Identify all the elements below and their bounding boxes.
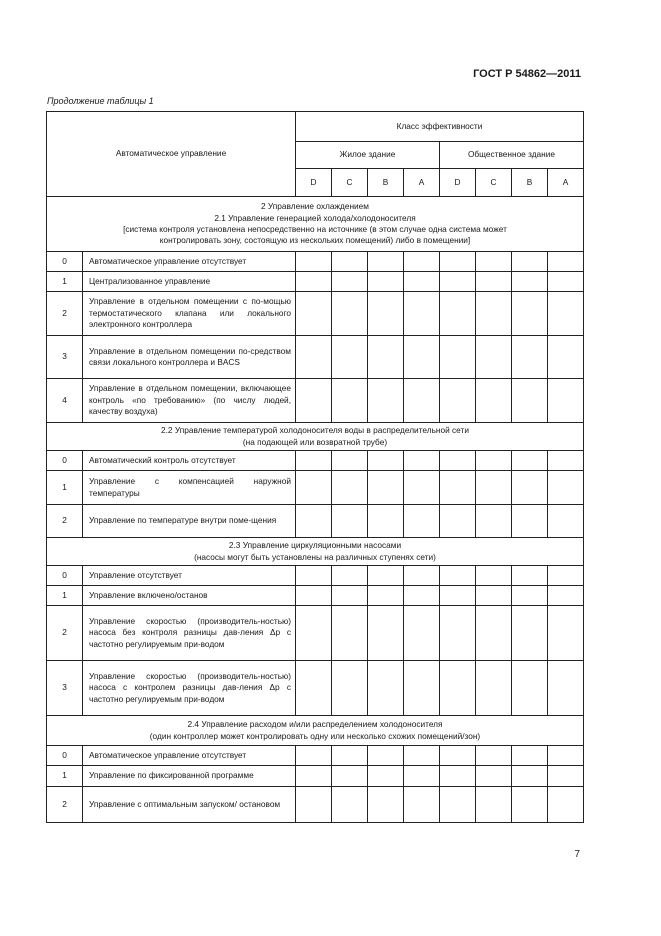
class-cell bbox=[476, 566, 512, 586]
section-title-line: 2 Управление охлаждением bbox=[260, 201, 369, 212]
section-title bbox=[47, 716, 584, 746]
class-cell bbox=[548, 292, 584, 336]
row-number: 0 bbox=[47, 252, 83, 272]
class-cell bbox=[404, 586, 440, 606]
class-cell bbox=[404, 336, 440, 379]
class-cell bbox=[440, 471, 476, 505]
class-cell bbox=[296, 661, 332, 716]
class-cell bbox=[440, 586, 476, 606]
row-number: 2 bbox=[47, 787, 83, 823]
class-cell bbox=[368, 746, 404, 766]
class-cell bbox=[296, 471, 332, 505]
class-cell bbox=[548, 787, 584, 823]
table-row bbox=[47, 471, 584, 505]
row-description: Управление включено/останов bbox=[83, 586, 296, 606]
section-title-line: (на подающей или возвратной трубе) bbox=[242, 436, 388, 447]
row-description: Управление в отдельном помещении по-средством связи локального контроллера и BACS bbox=[83, 336, 296, 379]
page-number: 7 bbox=[574, 849, 580, 860]
class-cell bbox=[296, 252, 332, 272]
section-title bbox=[47, 423, 584, 451]
class-cell bbox=[440, 451, 476, 471]
class-cell bbox=[332, 471, 368, 505]
table-row bbox=[47, 505, 584, 538]
row-description: Управление скоростью (производитель-ностью) насоса с контролем разницы дав-ления Δp с частотно регулируемым при-водом bbox=[83, 661, 296, 716]
section-title-line: 2.4 Управление расходом и/или распределением холодоносителя bbox=[187, 719, 443, 730]
class-header-cell: D bbox=[440, 169, 476, 197]
section-title-line: 2.3 Управление циркуляционными насосами bbox=[228, 540, 402, 551]
row-number: 2 bbox=[47, 606, 83, 661]
class-cell bbox=[476, 272, 512, 292]
class-cell bbox=[404, 766, 440, 787]
class-cell bbox=[332, 661, 368, 716]
class-cell bbox=[296, 586, 332, 606]
class-cell bbox=[368, 766, 404, 787]
section-title-line: 2.2 Управление температурой холодоносителя воды в распределительной сети bbox=[161, 425, 469, 436]
row-number: 1 bbox=[47, 766, 83, 787]
class-cell bbox=[512, 505, 548, 538]
class-cell bbox=[512, 451, 548, 471]
row-number: 2 bbox=[47, 505, 83, 538]
class-cell bbox=[440, 787, 476, 823]
class-cell bbox=[512, 336, 548, 379]
class-cell bbox=[296, 336, 332, 379]
class-cell bbox=[548, 606, 584, 661]
standard-designation: ГОСТ Р 54862—2011 bbox=[473, 68, 581, 80]
table-row bbox=[47, 661, 584, 716]
table-row bbox=[47, 746, 584, 766]
class-cell bbox=[476, 766, 512, 787]
class-cell bbox=[548, 586, 584, 606]
section-title-line: (один контроллер может контролировать одну или несколько схожих помещений/зон) bbox=[149, 730, 481, 741]
class-cell bbox=[332, 292, 368, 336]
class-cell bbox=[368, 292, 404, 336]
class-cell bbox=[440, 766, 476, 787]
class-cell bbox=[476, 505, 512, 538]
class-cell bbox=[440, 336, 476, 379]
class-cell bbox=[332, 746, 368, 766]
section-header-row bbox=[47, 716, 584, 746]
section-title-line: 2.1 Управление генерацией холода/холодоносителя bbox=[214, 212, 416, 223]
row-description: Автоматическое управление отсутствует bbox=[83, 746, 296, 766]
class-cell bbox=[332, 787, 368, 823]
class-header-cell: D bbox=[296, 169, 332, 197]
class-cell bbox=[332, 586, 368, 606]
class-cell bbox=[440, 272, 476, 292]
class-header-cell: C bbox=[476, 169, 512, 197]
class-cell bbox=[368, 336, 404, 379]
row-description: Централизованное управление bbox=[83, 272, 296, 292]
class-cell bbox=[476, 336, 512, 379]
class-cell bbox=[548, 505, 584, 538]
class-cell bbox=[296, 766, 332, 787]
row-number: 4 bbox=[47, 379, 83, 423]
class-cell bbox=[548, 272, 584, 292]
efficiency-table bbox=[46, 111, 584, 823]
class-cell bbox=[476, 787, 512, 823]
class-cell bbox=[476, 661, 512, 716]
row-description: Автоматический контроль отсутствует bbox=[83, 451, 296, 471]
class-cell bbox=[440, 292, 476, 336]
header-residential: Жилое здание bbox=[296, 142, 440, 169]
row-number: 3 bbox=[47, 661, 83, 716]
class-cell bbox=[440, 606, 476, 661]
class-header-cell: C bbox=[332, 169, 368, 197]
table-row bbox=[47, 606, 584, 661]
class-cell bbox=[548, 661, 584, 716]
class-cell bbox=[440, 661, 476, 716]
table-row bbox=[47, 272, 584, 292]
row-description: Управление в отдельном помещении с по-мощью термостатического клапана или локального электронного контроллера bbox=[83, 292, 296, 336]
class-cell bbox=[296, 787, 332, 823]
class-cell bbox=[404, 451, 440, 471]
class-cell bbox=[332, 505, 368, 538]
class-cell bbox=[296, 379, 332, 423]
class-cell bbox=[548, 336, 584, 379]
class-cell bbox=[404, 505, 440, 538]
table-row bbox=[47, 336, 584, 379]
class-cell bbox=[512, 292, 548, 336]
row-number: 1 bbox=[47, 471, 83, 505]
class-cell bbox=[296, 292, 332, 336]
row-number: 2 bbox=[47, 292, 83, 336]
class-cell bbox=[332, 606, 368, 661]
class-cell bbox=[512, 566, 548, 586]
row-description: Управление в отдельном помещении, включающее контроль «по требованию» (по числу людей, качеству воздуха) bbox=[83, 379, 296, 423]
table-row bbox=[47, 586, 584, 606]
class-cell bbox=[368, 606, 404, 661]
class-cell bbox=[512, 766, 548, 787]
class-cell bbox=[512, 746, 548, 766]
section-title-line: контролировать зону, состоящую из нескольких помещений) либо в помещении] bbox=[159, 235, 471, 246]
class-cell bbox=[368, 471, 404, 505]
header-control: Автоматическое управление bbox=[47, 112, 296, 197]
class-cell bbox=[404, 252, 440, 272]
section-title bbox=[47, 197, 584, 252]
class-cell bbox=[296, 746, 332, 766]
row-description: Автоматическое управление отсутствует bbox=[83, 252, 296, 272]
class-cell bbox=[296, 606, 332, 661]
row-number: 1 bbox=[47, 586, 83, 606]
class-cell bbox=[440, 505, 476, 538]
class-cell bbox=[332, 379, 368, 423]
class-cell bbox=[332, 451, 368, 471]
class-cell bbox=[368, 787, 404, 823]
row-description: Управление скоростью (производитель-ностью) насоса без контроля разницы дав-ления Δp с частотно регулируемым при-водом bbox=[83, 606, 296, 661]
class-cell bbox=[368, 505, 404, 538]
class-cell bbox=[440, 252, 476, 272]
row-number: 1 bbox=[47, 272, 83, 292]
class-cell bbox=[296, 451, 332, 471]
class-cell bbox=[548, 766, 584, 787]
class-cell bbox=[476, 451, 512, 471]
class-cell bbox=[512, 379, 548, 423]
class-cell bbox=[332, 252, 368, 272]
row-number: 0 bbox=[47, 566, 83, 586]
class-cell bbox=[476, 471, 512, 505]
class-cell bbox=[440, 566, 476, 586]
section-header-row bbox=[47, 197, 584, 252]
class-cell bbox=[548, 451, 584, 471]
class-cell bbox=[476, 292, 512, 336]
row-description: Управление отсутствует bbox=[83, 566, 296, 586]
class-cell bbox=[476, 606, 512, 661]
table-row bbox=[47, 292, 584, 336]
header-public: Общественное здание bbox=[440, 142, 584, 169]
class-cell bbox=[512, 272, 548, 292]
class-cell bbox=[368, 252, 404, 272]
section-title bbox=[47, 538, 584, 566]
class-cell bbox=[548, 252, 584, 272]
class-cell bbox=[368, 451, 404, 471]
row-number: 3 bbox=[47, 336, 83, 379]
class-cell bbox=[440, 746, 476, 766]
row-description: Управление с компенсацией наружной температуры bbox=[83, 471, 296, 505]
row-description: Управление по фиксированной программе bbox=[83, 766, 296, 787]
class-cell bbox=[512, 787, 548, 823]
class-cell bbox=[404, 379, 440, 423]
table-row bbox=[47, 379, 584, 423]
class-cell bbox=[296, 272, 332, 292]
class-cell bbox=[404, 272, 440, 292]
class-cell bbox=[548, 379, 584, 423]
class-cell bbox=[332, 766, 368, 787]
class-header-cell: B bbox=[512, 169, 548, 197]
class-cell bbox=[548, 746, 584, 766]
section-header-row bbox=[47, 538, 584, 566]
class-cell bbox=[368, 566, 404, 586]
header-efficiency-class: Класс эффективности bbox=[296, 112, 584, 142]
class-cell bbox=[404, 746, 440, 766]
class-cell bbox=[368, 379, 404, 423]
class-header-cell: A bbox=[404, 169, 440, 197]
class-cell bbox=[512, 661, 548, 716]
row-description: Управление с оптимальным запуском/ остановом bbox=[83, 787, 296, 823]
class-cell bbox=[332, 336, 368, 379]
row-description: Управление по температуре внутри поме-щения bbox=[83, 505, 296, 538]
class-cell bbox=[404, 606, 440, 661]
class-cell bbox=[512, 606, 548, 661]
row-number: 0 bbox=[47, 746, 83, 766]
class-cell bbox=[404, 292, 440, 336]
table-row bbox=[47, 766, 584, 787]
class-cell bbox=[440, 379, 476, 423]
class-cell bbox=[404, 471, 440, 505]
class-cell bbox=[368, 586, 404, 606]
class-cell bbox=[404, 787, 440, 823]
class-cell bbox=[548, 471, 584, 505]
class-cell bbox=[476, 586, 512, 606]
class-cell bbox=[404, 566, 440, 586]
table-row bbox=[47, 566, 584, 586]
table-row bbox=[47, 451, 584, 471]
class-cell bbox=[368, 661, 404, 716]
row-number: 0 bbox=[47, 451, 83, 471]
section-title-line: (насосы могут быть установлены на различных ступенях сети) bbox=[194, 551, 436, 562]
table-row bbox=[47, 787, 584, 823]
class-cell bbox=[368, 272, 404, 292]
class-cell bbox=[476, 379, 512, 423]
class-cell bbox=[332, 272, 368, 292]
class-cell bbox=[476, 746, 512, 766]
table-row bbox=[47, 252, 584, 272]
class-cell bbox=[512, 252, 548, 272]
class-header-cell: B bbox=[368, 169, 404, 197]
class-header-cell: A bbox=[548, 169, 584, 197]
table-continuation-caption: Продолжение таблицы 1 bbox=[47, 96, 154, 106]
section-header-row bbox=[47, 423, 584, 451]
class-cell bbox=[512, 586, 548, 606]
section-title-line: [система контроля установлена непосредственно на источнике (в этом случае одна система может bbox=[123, 224, 507, 234]
class-cell bbox=[404, 661, 440, 716]
class-cell bbox=[548, 566, 584, 586]
class-cell bbox=[296, 505, 332, 538]
class-cell bbox=[512, 471, 548, 505]
class-cell bbox=[296, 566, 332, 586]
class-cell bbox=[332, 566, 368, 586]
class-cell bbox=[476, 252, 512, 272]
